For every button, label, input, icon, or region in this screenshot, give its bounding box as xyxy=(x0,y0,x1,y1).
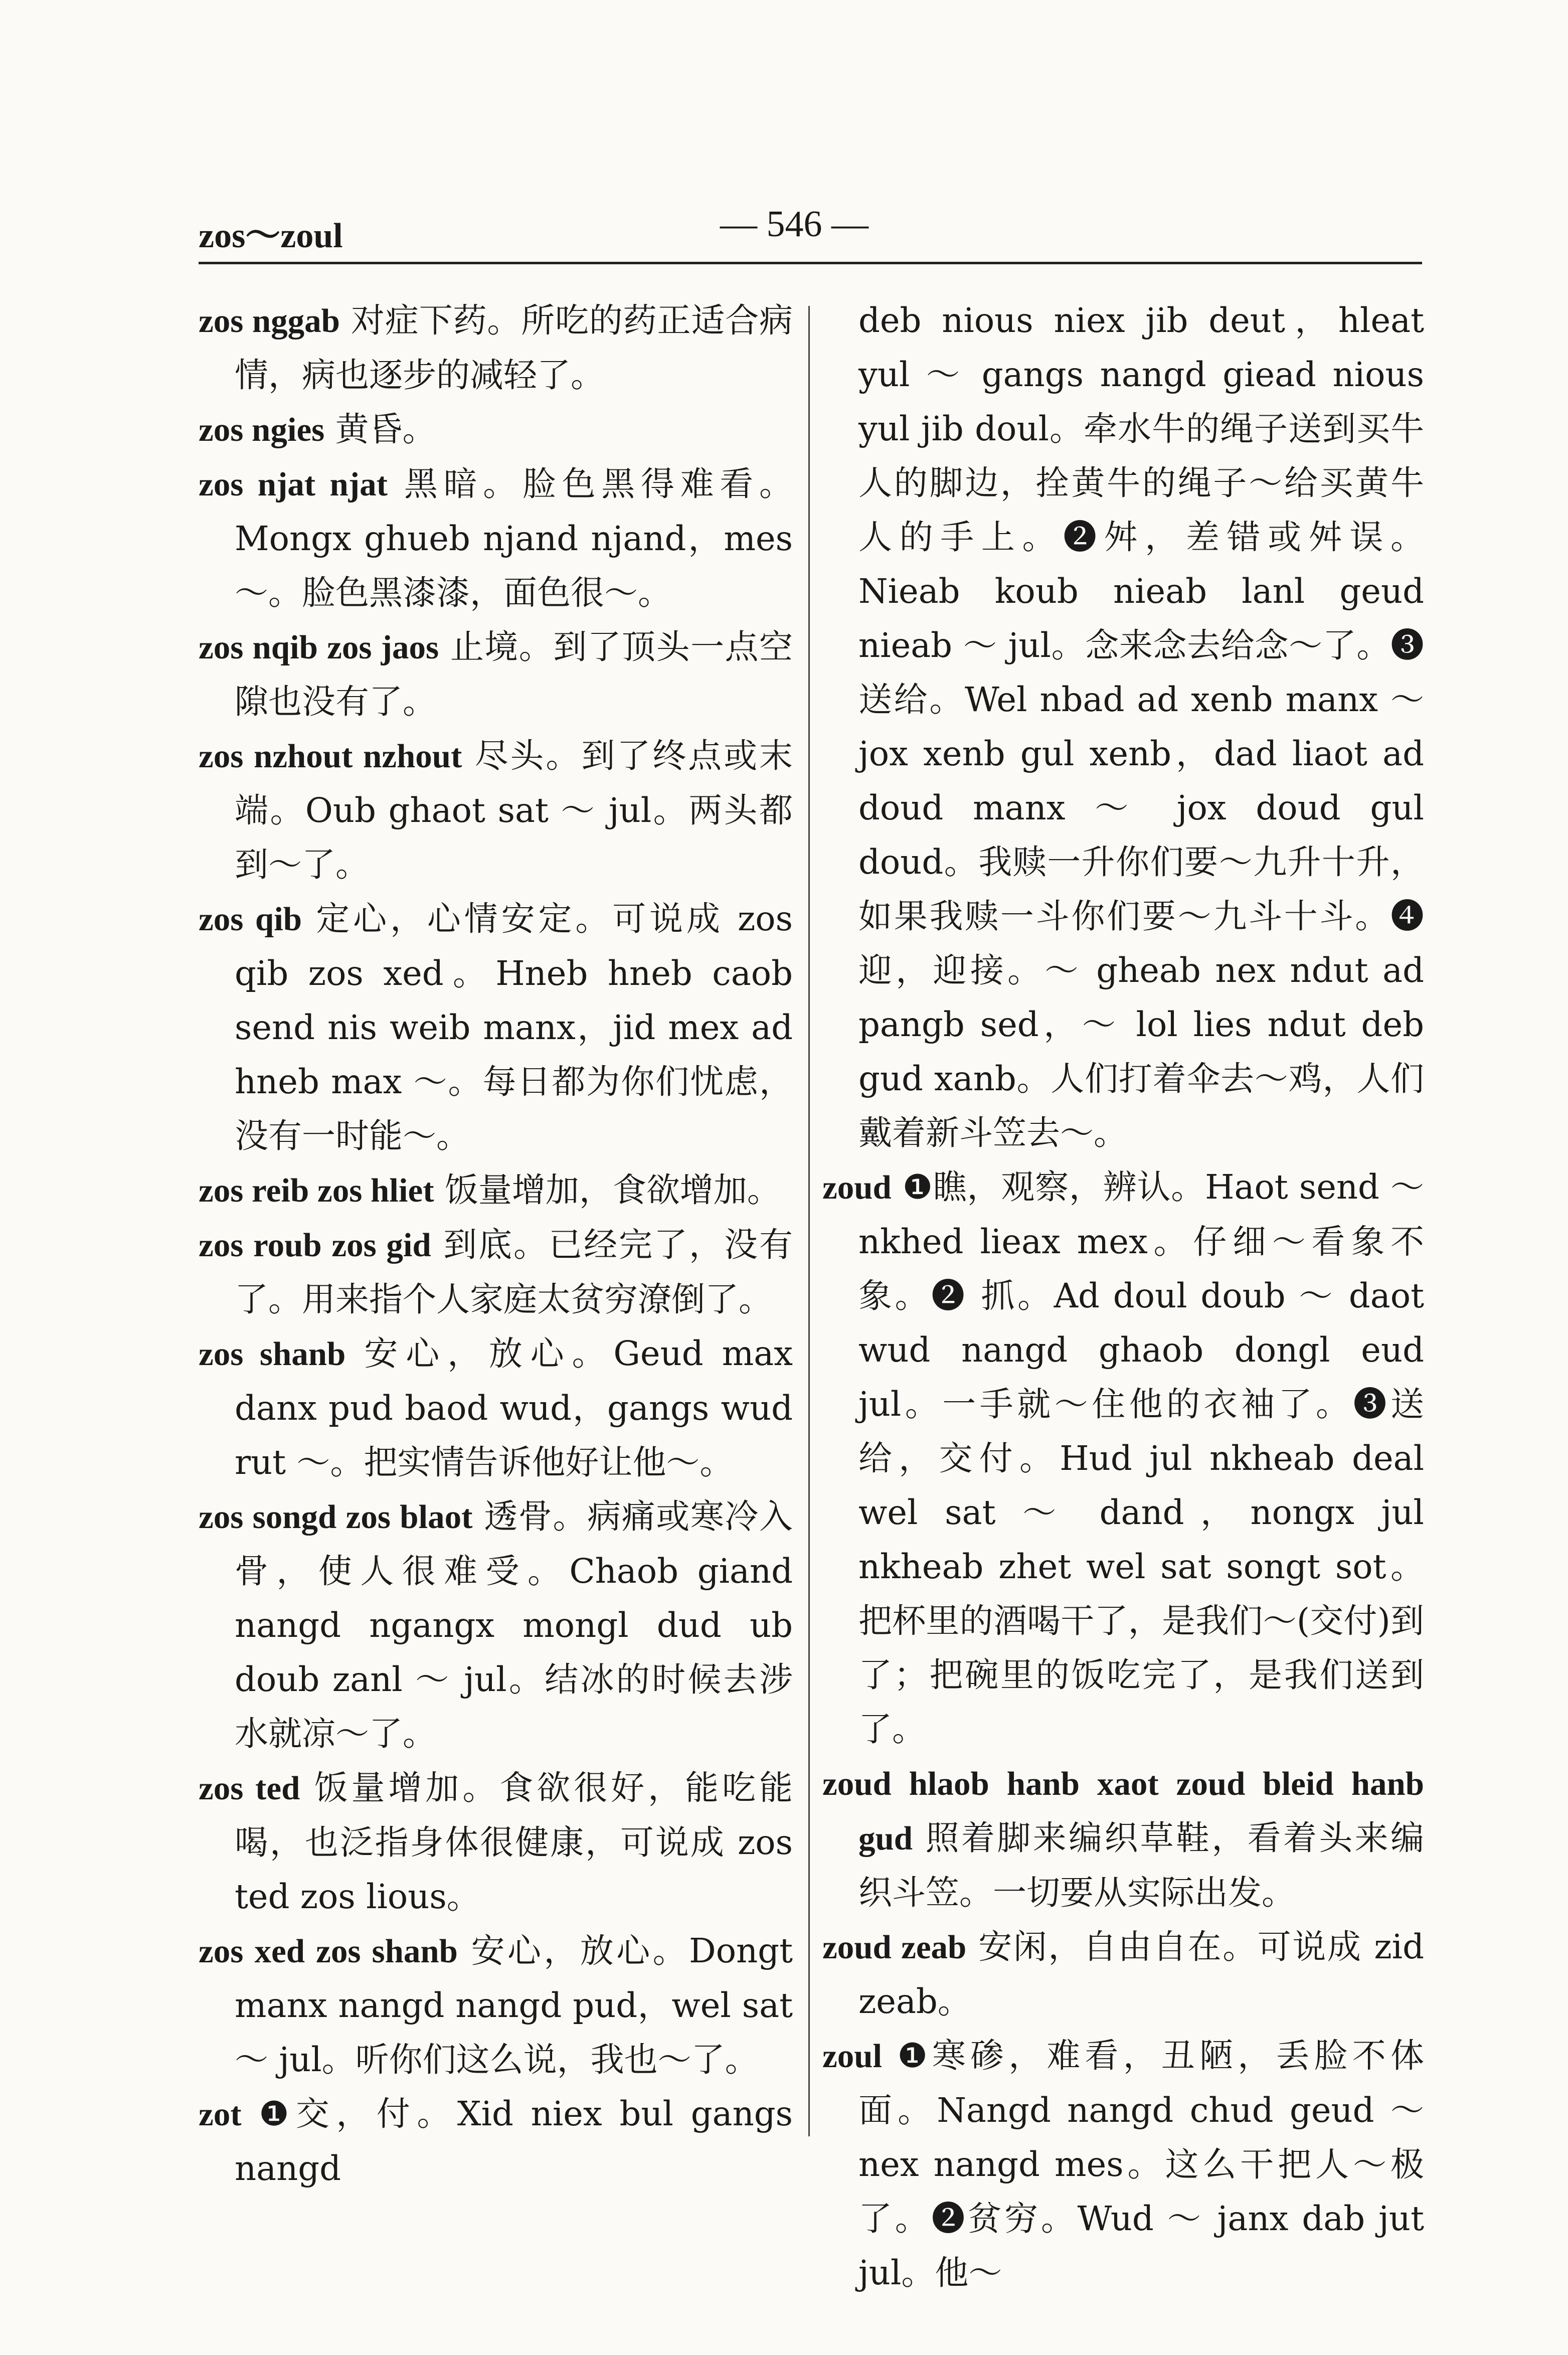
definition: 照着脚来编织草鞋，看着头来编织斗笠。一切要从实际出发。 xyxy=(858,1818,1424,1912)
entry xyxy=(822,1920,1424,2029)
definition: ❶交，付。Xid niex bul gangs nangd xyxy=(235,2094,793,2188)
entry xyxy=(199,457,793,620)
entry xyxy=(199,1489,793,1761)
entry xyxy=(199,892,793,1163)
entry xyxy=(199,1326,793,1489)
right-column xyxy=(822,293,1424,2300)
definition: ❶瞧，观察，辨认。Haot send ～ nkhed lieax mex。仔细～看象不象。❷ 抓。Ad doul doub ～ daot wud nangd ghaob dongl eud jul。一手就～住他的衣袖了。❸送给，交付。Hud jul nkheab deal wel sat ～ dand，nongx jul nkheab zhet wel sat songt sot。把杯里的酒喝干了，是我们～(交付)到了；把碗里的饭吃完了，是我们送到了。 xyxy=(858,1167,1424,1749)
headword: zos nqib zos jaos xyxy=(199,629,439,666)
headword: zot xyxy=(199,2096,242,2133)
headword: zos ted xyxy=(199,1770,300,1807)
column-divider xyxy=(808,306,810,2136)
page-header xyxy=(199,203,1422,263)
headword: zos qib xyxy=(199,901,302,938)
headword: zoul xyxy=(822,2038,883,2075)
headword: zos roub zos gid xyxy=(199,1227,431,1264)
entry xyxy=(822,2029,1424,2300)
left-column xyxy=(199,293,793,2196)
definition: 黑暗。脸色黑得难看。Mongx ghueb njand njand，mes ～。脸色黑漆漆，面色很～。 xyxy=(235,464,793,612)
headword: zos njat njat xyxy=(199,466,388,503)
headword: zoud zeab xyxy=(822,1929,967,1966)
definition: 安闲，自由自在。可说成 zid zeab。 xyxy=(858,1927,1424,2021)
definition: 尽头。到了终点或末端。Oub ghaot sat ～ jul。两头都到～了。 xyxy=(235,736,793,884)
headword: zos reib zos hliet xyxy=(199,1172,434,1209)
definition: 安心，放心。Dongt manx nangd nangd pud，wel sat ～ jul。听你们这么说，我也～了。 xyxy=(235,1931,793,2079)
entry xyxy=(199,620,793,729)
page-number: — 546 — xyxy=(720,204,868,245)
entry xyxy=(822,1756,1424,1920)
definition: 到底。已经完了，没有了。用来指个人家庭太贫穷潦倒了。 xyxy=(235,1225,793,1319)
entry xyxy=(199,1761,793,1924)
continued-entry: deb nious niex jib deut，hleat yul ～ gangs nangd giead nious yul jib doul。牵水牛的绳子送到买牛人的脚边，拴黄牛的绳子～给买黄牛人的手上。❷舛，差错或舛误。Nieab koub nieab lanl geud nieab ～ jul。念来念去给念～了。❸送给。Wel nbad ad xenb manx ～ jox xenb gul xenb，dad liaot ad doud manx ～ jox doud gul doud。我赎一升你们要～九升十升，如果我赎一斗你们要～九斗十斗。❹迎，迎接。～ gheab nex ndut ad pangb sed，～ lol lies ndut deb gud xanb。人们打着伞去～鸡，人们戴着新斗笠去～。 xyxy=(858,301,1424,1152)
definition: 对症下药。所吃的药正适合病情，病也逐步的减轻了。 xyxy=(235,301,793,395)
headword: zos xed zos shanb xyxy=(199,1933,458,1970)
definition: ❶寒碜，难看，丑陋，丢脸不体面。Nangd nangd chud geud ～ nex nangd mes。这么干把人～极了。❷贫穷。Wud ～ janx dab jut jul。他～ xyxy=(858,2036,1424,2292)
headword: zos nggab xyxy=(199,302,340,340)
entry xyxy=(822,1160,1424,1756)
entry xyxy=(199,1163,793,1218)
headword: zos nzhout nzhout xyxy=(199,738,462,775)
headword: zos ngies xyxy=(199,411,325,448)
header-rule xyxy=(199,262,1422,264)
definition: 饭量增加。食欲很好，能吃能喝，也泛指身体很健康，可说成 zos ted zos lious。 xyxy=(235,1768,793,1916)
entry xyxy=(199,402,793,457)
entry xyxy=(199,1924,793,2087)
definition: 黄昏。 xyxy=(324,410,436,449)
headword: zoud hlaob hanb xaot zoud bleid hanb gud xyxy=(822,1765,1424,1857)
entry xyxy=(199,1218,793,1326)
definition: 止境。到了顶头一点空隙也没有了。 xyxy=(235,627,793,721)
entry xyxy=(199,729,793,892)
headword: zoud xyxy=(822,1169,892,1206)
headword: zos shanb xyxy=(199,1335,346,1373)
definition: 安心，放心。Geud max danx pud baod wud，gangs wud rut ～。把实情告诉他好让他～。 xyxy=(235,1334,793,1482)
entry xyxy=(199,293,793,402)
definition: 饭量增加，食欲增加。 xyxy=(434,1170,781,1210)
headword: zos songd zos blaot xyxy=(199,1498,473,1536)
definition: 定心，心情安定。可说成 zos qib zos xed。Hneb hneb caob send nis weib manx，jid mex ad hneb max ～。每日都为你们忧虑，没有一时能～。 xyxy=(235,899,793,1155)
definition: 透骨。病痛或寒冷入骨，使人很难受。Chaob giand nangd ngangx mongl dud ub doub zanl ～ jul。结冰的时候去涉水就凉～了。 xyxy=(235,1497,793,1753)
entry xyxy=(199,2087,793,2196)
header-range: zos～zoul xyxy=(199,217,343,255)
